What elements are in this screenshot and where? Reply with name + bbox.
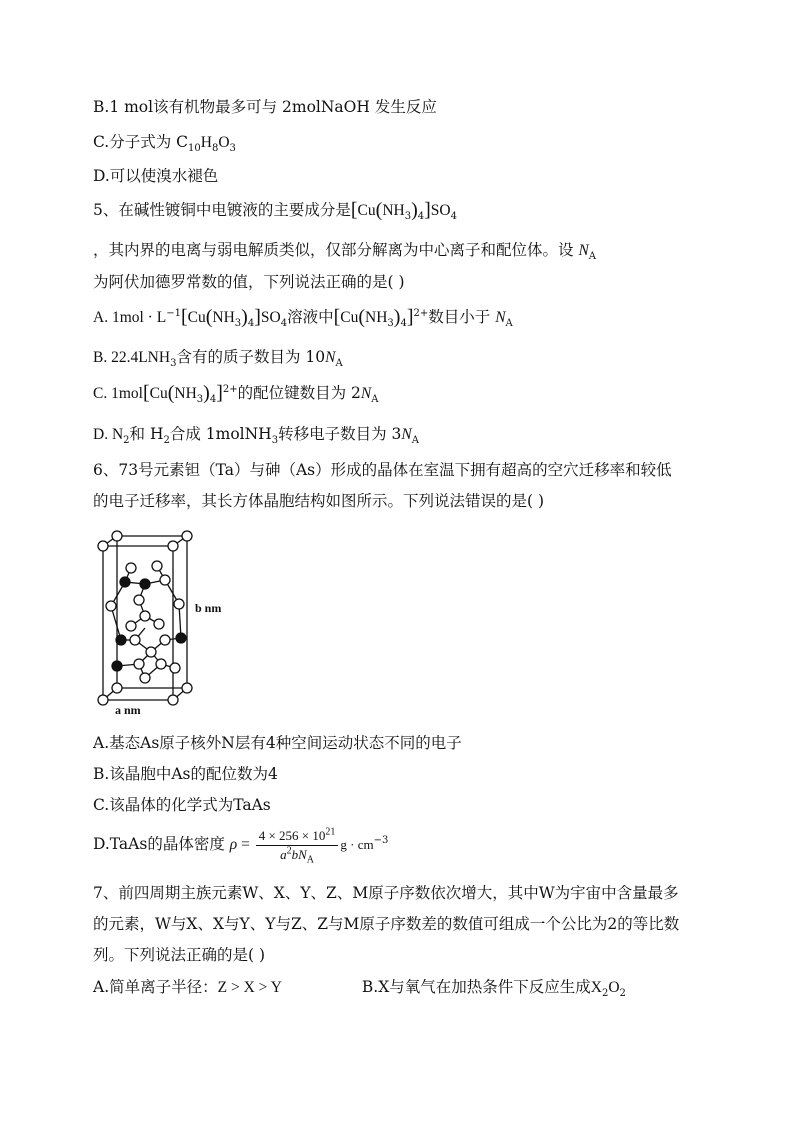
q6-stem-line-1: 6、73号元素钽（Ta）与砷（As）形成的晶体在室温下拥有超高的空穴迁移率和较低 bbox=[93, 461, 672, 479]
density-fraction: $\frac{4 \times 256 \times 10^{21}}{a^2bN_A}$ bbox=[256, 828, 339, 863]
b-dimension-label: b nm bbox=[195, 601, 222, 615]
q7-options-row: A.简单离子半径：Z > X > Y B.X与氧气在加热条件下反应生成$X_2O_2$ bbox=[93, 978, 626, 1000]
q5-stem-line-2: ，其内界的电离与弱电解质类似，仅部分解离为中心离子和配位体。设 $N_A$ bbox=[93, 241, 597, 263]
q5-option-c: C. $1mol[Cu(NH_3)_4]^{2+}$的配位键数目为 $2N_A$ bbox=[93, 382, 379, 406]
q5-option-a: A. $1mol \cdot L^{-1}[Cu(NH_3)_4]SO_4$溶液中$[Cu(NH_3)_4]^{2+}$数目小于 $N_A$ bbox=[93, 306, 513, 330]
q5-stem-line-3: 为阿伏加德罗常数的值，下列说法正确的是( ) bbox=[93, 273, 405, 291]
a-dimension-label: a nm bbox=[115, 703, 141, 717]
option-d-text: D.可以使溴水褪色 bbox=[93, 167, 219, 185]
option-c-line: C.分子式为 $C_{10}H_8O_3$ bbox=[93, 133, 236, 155]
q6-option-a: A.基态As原子核外N层有4种空间运动状态不同的电子 bbox=[93, 734, 462, 752]
option-b-text: B.1 mol该有机物最多可与 2molNaOH 发生反应 bbox=[93, 98, 437, 116]
option-b-line bbox=[93, 96, 437, 118]
q7-stem-line-1: 7、前四周期主族元素W、X、Y、Z、M原子序数依次增大，其中W为宇宙中含量最多 bbox=[93, 884, 679, 902]
option-c-text: C.分子式为 C bbox=[93, 133, 189, 151]
q5-option-d: D. $N_2$和 $H_2$合成 1molNH$_3$转移电子数目为 $3N_A$ bbox=[93, 425, 419, 447]
q7-stem-line-2: 的元素，W与X、X与Y、Y与Z、Z与M原子序数差的数值可组成一个公比为2的等比数 bbox=[93, 915, 680, 933]
q5-option-b: B. $22.4LNH_3$含有的质子数目为 $10N_A$ bbox=[93, 348, 343, 370]
q6-option-b: B.该晶胞中As的配位数为4 bbox=[93, 765, 278, 783]
q6-option-c: C.该晶体的化学式为TaAs bbox=[93, 796, 271, 814]
q6-option-d: D.TaAs的晶体密度 ρ = $\frac{4 \times 256 \times 10^{21}}{a^2bN_A}$ $g \cdot cm^{-3}$ bbox=[93, 826, 389, 866]
crystal-cell-diagram bbox=[95, 528, 225, 718]
option-d-line bbox=[93, 165, 218, 187]
q5-stem-line-1: 5、在碱性镀铜中电镀液的主要成分是$[Cu(NH_3)_4]SO_4$ bbox=[93, 199, 457, 223]
q7-stem-line-3: 列。下列说法正确的是( ) bbox=[93, 946, 266, 964]
q6-stem-line-2: 的电子迁移率，其长方体晶胞结构如图所示。下列说法错误的是( ) bbox=[93, 492, 545, 510]
